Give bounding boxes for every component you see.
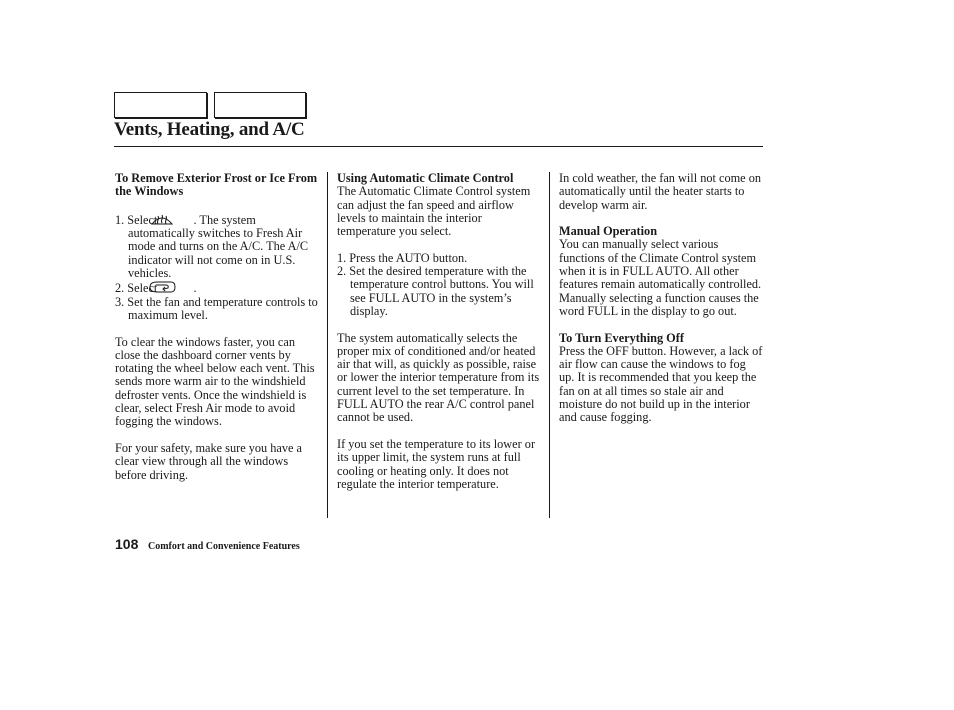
cold-weather-para: In cold weather, the fan will not come on automatically until the heater starts to develop warm air. <box>559 171 761 212</box>
frost-step-2-text: . <box>193 281 197 296</box>
frost-step-1-prefix: 1. Select <box>115 212 158 227</box>
front-defrost-icon <box>160 212 190 226</box>
frost-removal-heading: To Remove Exterior Frost or Ice From the Windows <box>115 171 318 199</box>
auto-step-2: 2. Set the desired temperature with the temperature control buttons. You will see FULL AUTO in the system’s display. <box>337 264 534 318</box>
frost-step-1-text: . The system automatically switches to Fresh Air mode and turns on the A/C. The A/C indicator will not come on in U.S. vehicles. <box>128 212 309 281</box>
frost-step-3: 3. Set the fan and temperature controls to maximum level. <box>115 294 318 322</box>
auto-para-limits: If you set the temperature to its lower or its upper limit, the system runs at full cooling or heating only. It does not regulate the interior temperature. <box>337 436 536 491</box>
turn-off-para: Press the OFF button. However, a lack of air flow can cause the windows to fog up. It is recommended that you keep the fan on at all times so stale air and moisture do not build up in the interior and cause fogging. <box>559 343 763 425</box>
page-number: 108 <box>115 536 139 552</box>
manual-operation-para: You can manually select various functions of the Climate Control system when it is in FULL AUTO. All other features remain automatically controlled. <box>559 237 762 292</box>
column-divider-1 <box>327 172 328 518</box>
frost-para-vents: To clear the windows faster, you can close the dashboard corner vents by rotating the wheel below each vent. This sends more warm air to the windshield defroster vents. Once the windshield is clear, select Fresh Air mode to avoid fogging the windows. <box>115 334 315 429</box>
frost-step-1 <box>115 212 320 280</box>
frost-step-2 <box>115 280 320 295</box>
page-title: Vents, Heating, and A/C <box>114 119 305 140</box>
auto-climate-heading: Using Automatic Climate Control <box>337 171 514 185</box>
auto-step-1: 1. Press the AUTO button. <box>337 250 468 265</box>
frost-para-safety: For your safety, make sure you have a clear view through all the windows before driving. <box>115 440 303 482</box>
title-rule <box>114 146 763 147</box>
frost-step-2-prefix: 2. Select <box>115 281 158 296</box>
manual-operation-para-2: Manually selecting a function causes the word FULL in the display to go out. <box>559 290 759 318</box>
column-2 <box>337 172 543 504</box>
auto-para-mix: The system automatically selects the proper mix of conditioned and/or heated air that will, as quickly as possible, raise or lower the interior temperature from its current level to the set temperature. In FULL AUTO the rear A/C control panel cannot be used. <box>337 330 540 425</box>
header-tab-box-left <box>114 92 207 118</box>
column-divider-2 <box>549 172 550 518</box>
turn-off-heading: To Turn Everything Off <box>559 330 684 345</box>
column-3 <box>559 172 763 438</box>
footer-section-label: Comfort and Convenience Features <box>148 541 300 552</box>
header-tab-box-right <box>214 92 306 118</box>
column-1 <box>115 172 320 495</box>
manual-operation-heading: Manual Operation <box>559 224 658 239</box>
fresh-air-icon <box>160 280 190 294</box>
auto-climate-intro: The Automatic Climate Control system can adjust the fan speed and airflow levels to maintain the interior temperature you select. <box>337 184 531 239</box>
